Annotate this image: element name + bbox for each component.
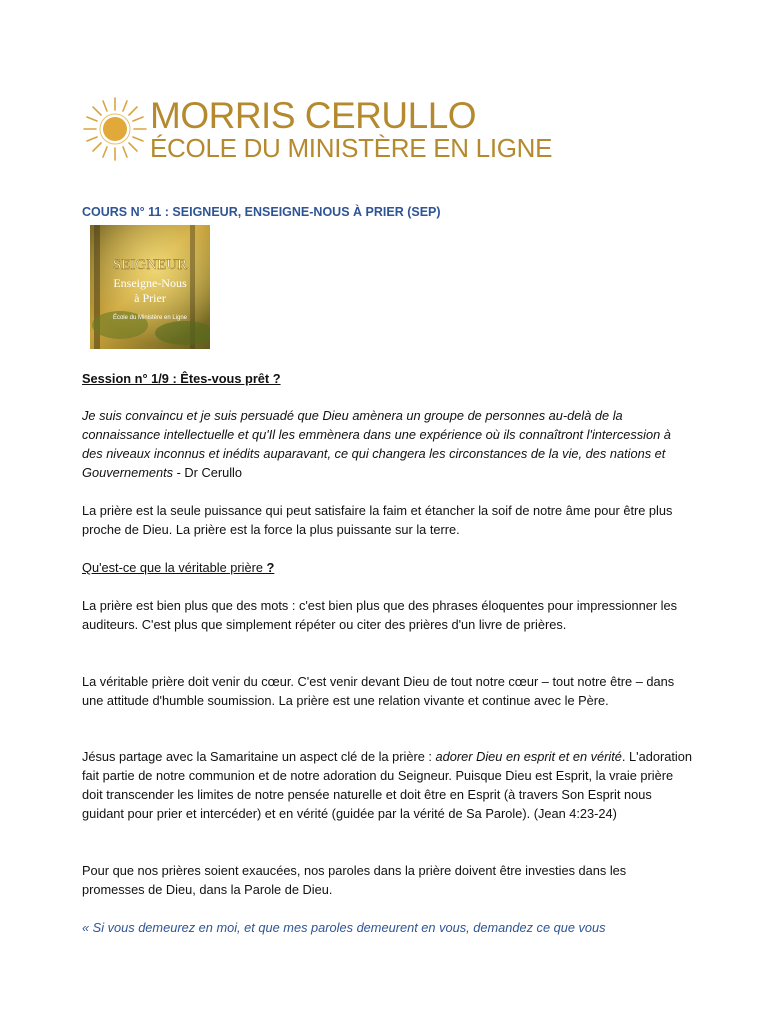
paragraph [82,747,692,823]
cover-school: École du Ministère en Ligne [112,315,188,321]
logo [82,96,552,168]
quote-text: Je suis convaincu et je suis persuadé que Dieu amènera un groupe de personnes au-delà de la connaissance intellectuelle et qu'Il les emmènera dans une expérience où ils connaîtront l'intercession à des niveaux inconnus et inédits auparavant, ce qui changera les circonstances de la vie, des nations et Gouvernements [82,408,671,480]
section-heading-text: Qu'est-ce que la véritable prière [82,560,263,575]
section-heading [82,558,692,577]
course-title: COURS N° 11 : SEIGNEUR, ENSEIGNE-NOUS À PRIER (SEP) [82,205,441,219]
paragraph: Pour que nos prières soient exaucées, nos paroles dans la prière doivent être investies dans les promesses de Dieu, dans la Parole de Dieu. [82,863,627,897]
paragraph: La prière est la seule puissance qui peut satisfaire la faim et étancher la soif de notre âme pour être plus proche de Dieu. La prière est la force la plus puissante sur la terre. [82,503,673,537]
brand-name: MORRIS CERULLO [150,95,477,136]
school-name: ÉCOLE DU MINISTÈRE EN LIGNE [150,133,553,163]
section-heading-mark: ? [262,560,275,575]
sun-logo-icon [82,96,148,162]
cover-subtitle-2: à Prier [134,291,166,305]
paragraph-emphasis: adorer Dieu en esprit et en vérité [435,749,622,764]
scripture-quote: « Si vous demeurez en moi, et que mes paroles demeurent en vous, demandez ce que vous [82,920,606,935]
paragraph-rest: . L'adoration fait partie de notre communion et de notre adoration du Seigneur. Puisque Dieu est Esprit, la vraie prière doit transcender les limites de notre pensée naturelle et doit être en Esprit (à travers Son Esprit nous guidant pour prier et intercéder) et en vérité (guidée par la vérité de Sa Parole). (Jean 4:23-24) [82,749,692,821]
paragraph: La véritable prière doit venir du cœur. C'est venir devant Dieu de tout notre cœur – tout notre être – dans une attitude d'humble soumission. La prière est une relation vivante et continue avec le Père. [82,674,675,708]
session-title: Session n° 1/9 : Êtes-vous prêt ? [82,371,281,386]
opening-quote [82,406,692,482]
paragraph: La prière est bien plus que des mots : c'est bien plus que des phrases éloquentes pour impressionner les auditeurs. C'est plus que simplement répéter ou citer des prières d'un livre de prières. [82,598,678,632]
quote-author: - Dr Cerullo [173,465,243,480]
course-cover-image [90,225,210,349]
cover-title: SEIGNEUR [112,257,188,273]
cover-subtitle: Enseigne-Nous [113,276,187,290]
paragraph-intro: Jésus partage avec la Samaritaine un aspect clé de la prière : [82,749,436,764]
